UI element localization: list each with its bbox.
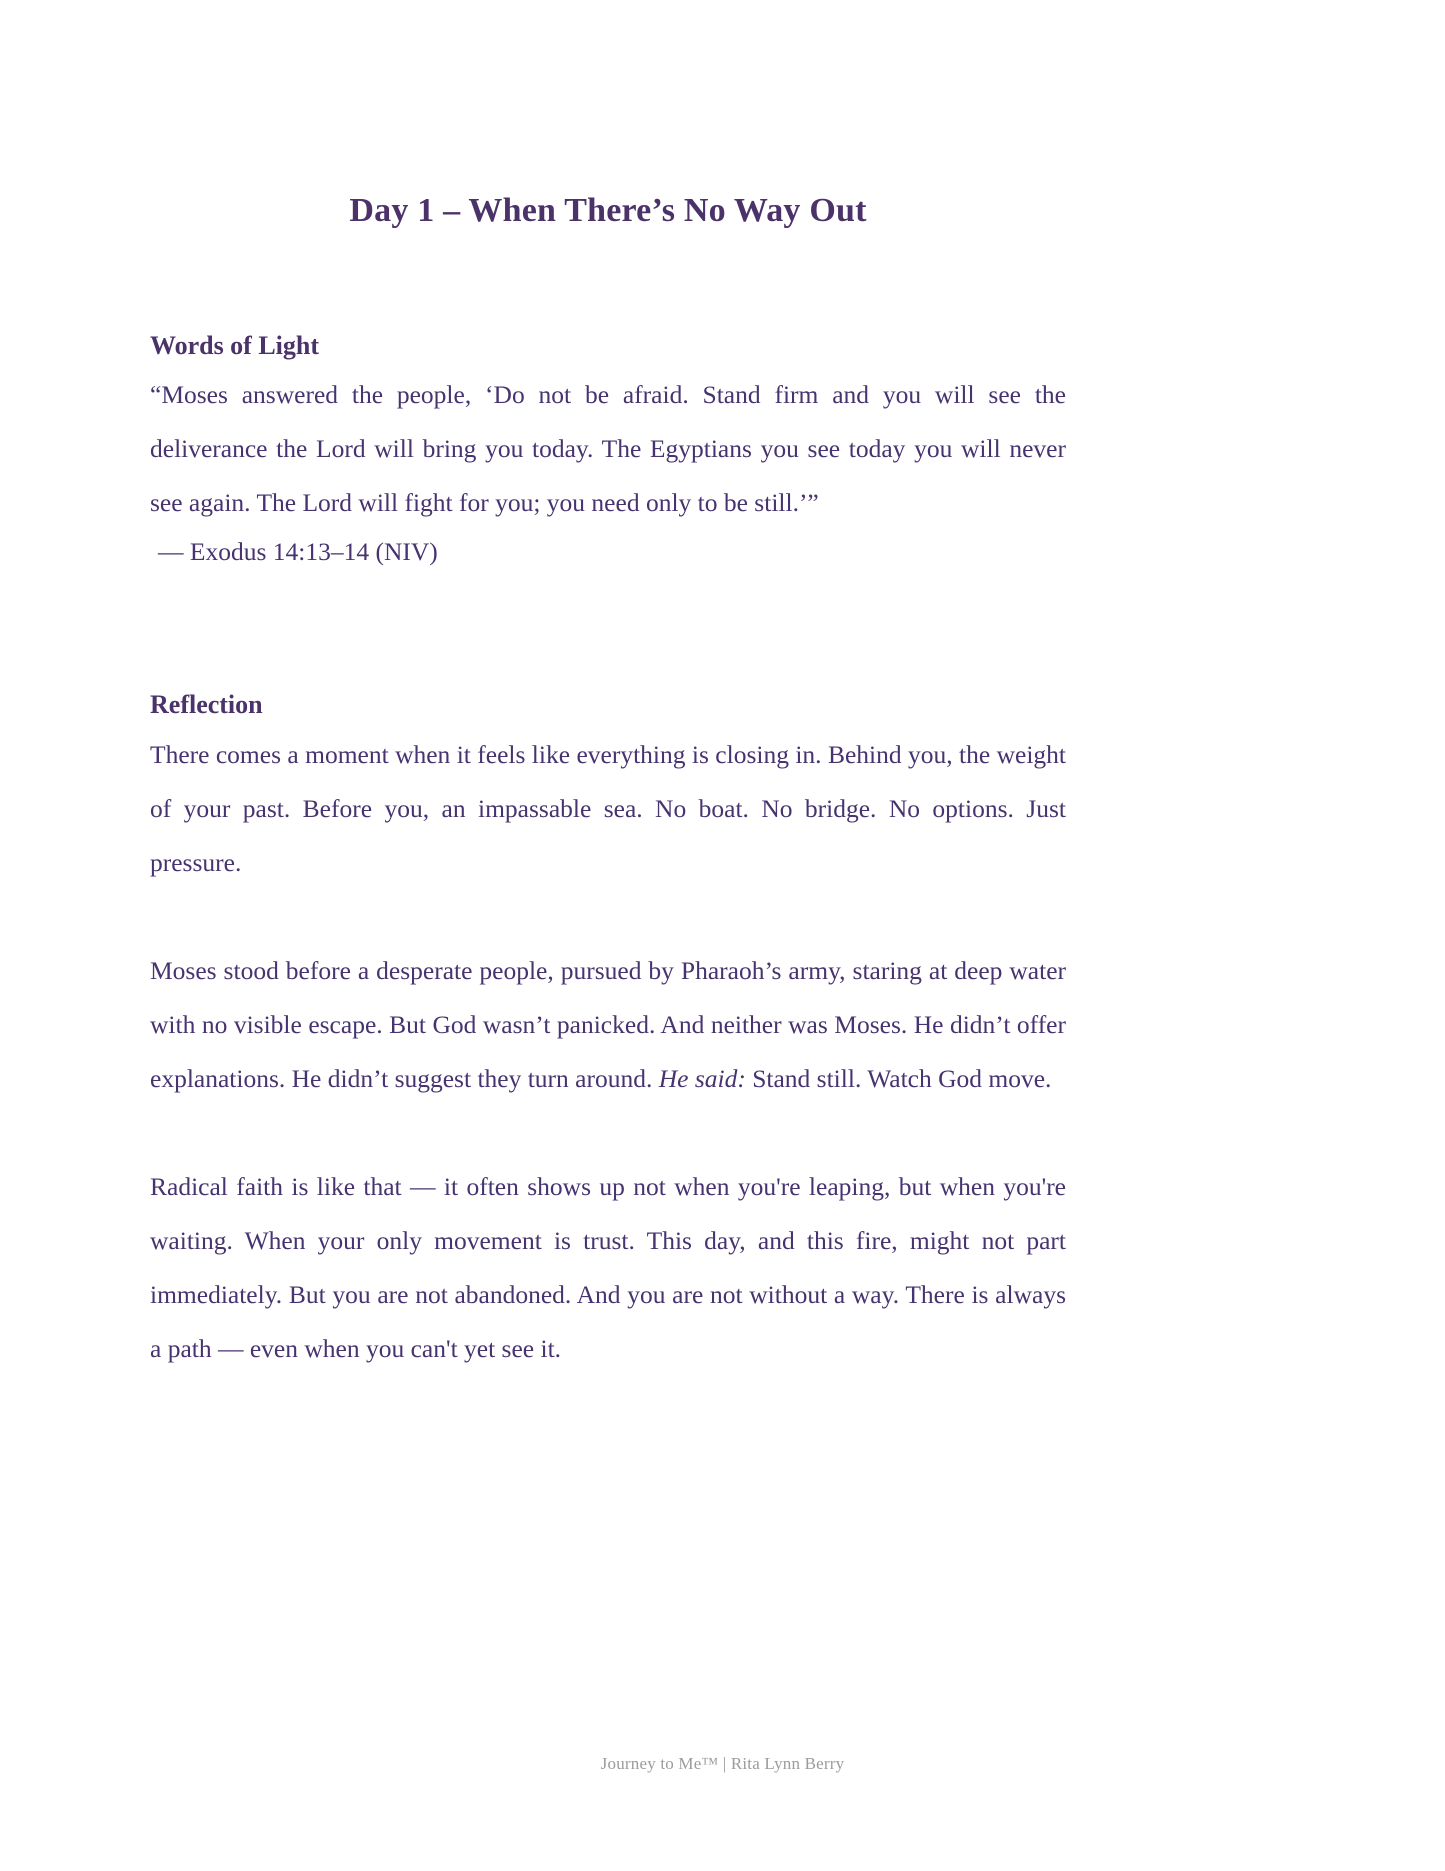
- reflection-paragraph-2-tail: Stand still. Watch God move.: [745, 1064, 1052, 1094]
- document-content: [150, 0, 1066, 1377]
- reflection-paragraph-2-lead: Moses stood before a desperate people, pursued by Pharaoh’s army, staring at deep water with no visible escape. But God wasn’t panicked. And neither was Moses. He didn’t offer explanations. He didn’t suggest they turn around.: [150, 956, 1066, 1094]
- section-heading-words-of-light: Words of Light: [150, 330, 320, 360]
- section-reflection: [150, 573, 1066, 1376]
- reflection-paragraph-1: There comes a moment when it feels like everything is closing in. Behind you, the weight of your past. Before you, an impassable sea. No boat. No bridge. No options. Just pressure.: [150, 740, 1066, 878]
- page-title: Day 1 – When There’s No Way Out: [349, 192, 867, 229]
- section-heading-reflection: Reflection: [150, 690, 263, 720]
- scripture-quote: “Moses answered the people, ‘Do not be afraid. Stand firm and you will see the deliverance the Lord will bring you today. The Egyptians you see today you will never see again. The Lord will fight for you; you need only to be still.’”: [150, 380, 1066, 518]
- section-words-of-light: [150, 233, 1066, 574]
- scripture-citation: — Exodus 14:13–14 (NIV): [158, 537, 438, 567]
- reflection-paragraph-2-emphasis: He said:: [658, 1064, 746, 1094]
- page-footer: Journey to Me™ | Rita Lynn Berry: [600, 1754, 845, 1773]
- reflection-paragraph-2: [150, 944, 1066, 1106]
- reflection-paragraph-3: Radical faith is like that — it often shows up not when you're leaping, but when you're waiting. When your only movement is trust. This day, and this fire, might not part immediately. But you are not abandoned. And you are not without a way. There is always a path — even when you can't yet see it.: [150, 1172, 1066, 1364]
